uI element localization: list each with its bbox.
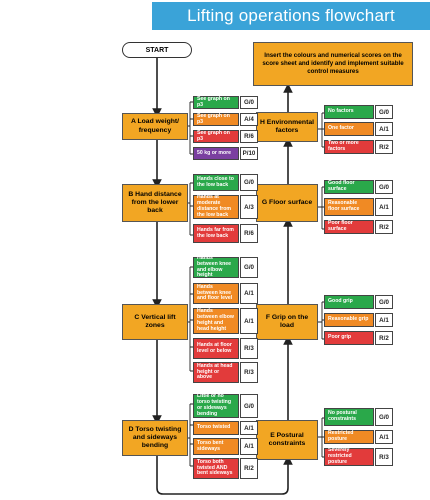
option-c-amber-elbow-head: Hands between elbow height and head height <box>193 308 239 334</box>
option-c-red-floor: Hands at floor level or below <box>193 338 239 359</box>
factor-b-hand-distance: B Hand distance from the lower back <box>122 184 188 222</box>
option-b-green: Hands close to the low back <box>193 174 239 191</box>
option-c-green: Hands between knee and elbow height <box>193 257 239 278</box>
option-b-red: Hands far from the low back <box>193 224 239 243</box>
score-c-red-head: R/3 <box>240 362 258 383</box>
score-c-amber-elbow-head: A/1 <box>240 308 258 334</box>
score-d-amber-bent: A/1 <box>240 438 258 455</box>
option-g-green: Good floor surface <box>324 180 374 194</box>
option-a-purple: 50 kg or more <box>193 147 239 160</box>
score-c-green: G/0 <box>240 257 258 278</box>
option-e-green: No postural constraints <box>324 408 374 426</box>
option-g-amber: Reasonable floor surface <box>324 198 374 216</box>
score-h-red: R/2 <box>375 140 393 154</box>
option-f-amber: Reasonable grip <box>324 313 374 327</box>
option-d-red: Torso both twisted AND bent sideways <box>193 458 239 479</box>
page-title: Lifting operations flowchart <box>152 2 430 30</box>
option-h-green: No factors <box>324 105 374 119</box>
score-e-red: R/3 <box>375 448 393 466</box>
option-f-green: Good grip <box>324 295 374 309</box>
factor-c-vertical-lift-zones: C Vertical lift zones <box>122 304 188 340</box>
score-b-amber: A/3 <box>240 195 258 219</box>
factor-d-torso-twisting: D Torso twisting and sideways bending <box>122 420 188 456</box>
option-h-red: Two or more factors <box>324 140 374 154</box>
factor-a-load-weight: A Load weight/ frequency <box>122 113 188 140</box>
score-g-amber: A/1 <box>375 198 393 216</box>
option-a-green: See graph on p3 <box>193 96 239 109</box>
start-node: START <box>122 42 192 58</box>
factor-h-environmental: H Environmental factors <box>256 112 318 142</box>
score-f-amber: A/1 <box>375 313 393 327</box>
score-f-red: R/2 <box>375 331 393 345</box>
option-c-amber-knee-floor: Hands between knee and floor level <box>193 283 239 304</box>
option-d-green: Little or no torso twisting or sideways bending <box>193 394 239 418</box>
score-d-red: R/2 <box>240 458 258 479</box>
score-g-red: R/2 <box>375 220 393 234</box>
score-c-red-floor: R/3 <box>240 338 258 359</box>
score-b-red: R/6 <box>240 224 258 243</box>
factor-e-postural-constraints: E Postural constraints <box>256 420 318 460</box>
score-h-green: G/0 <box>375 105 393 119</box>
score-b-green: G/0 <box>240 174 258 191</box>
score-c-amber-knee-floor: A/1 <box>240 283 258 304</box>
score-d-amber-twisted: A/1 <box>240 421 258 435</box>
option-d-amber-twisted: Torso twisted <box>193 421 239 435</box>
factor-g-floor-surface: G Floor surface <box>256 184 318 222</box>
option-a-red: See graph on p3 <box>193 130 239 143</box>
score-g-green: G/0 <box>375 180 393 194</box>
option-a-amber: See graph on p3 <box>193 113 239 126</box>
score-a-amber: A/4 <box>240 113 258 126</box>
option-d-amber-bent: Torso bent sideways <box>193 438 239 455</box>
option-e-red: Severely restricted posture <box>324 448 374 466</box>
score-h-amber: A/1 <box>375 122 393 136</box>
score-f-green: G/0 <box>375 295 393 309</box>
option-b-amber: Hands at moderate distance from the low back <box>193 195 239 219</box>
option-g-red: Poor floor surface <box>324 220 374 234</box>
score-e-green: G/0 <box>375 408 393 426</box>
option-e-amber: Restricted posture <box>324 430 374 444</box>
option-f-red: Poor grip <box>324 331 374 345</box>
option-c-red-head: Hands at head height or above <box>193 362 239 383</box>
score-a-red: R/6 <box>240 130 258 143</box>
score-e-amber: A/1 <box>375 430 393 444</box>
end-instruction-box: Insert the colours and numerical scores on the score sheet and identify and implement suitable control measures <box>253 42 413 86</box>
score-a-green: G/0 <box>240 96 258 109</box>
score-a-purple: P/10 <box>240 147 258 160</box>
option-h-amber: One factor <box>324 122 374 136</box>
factor-f-grip: F Grip on the load <box>256 304 318 340</box>
score-d-green: G/0 <box>240 394 258 418</box>
